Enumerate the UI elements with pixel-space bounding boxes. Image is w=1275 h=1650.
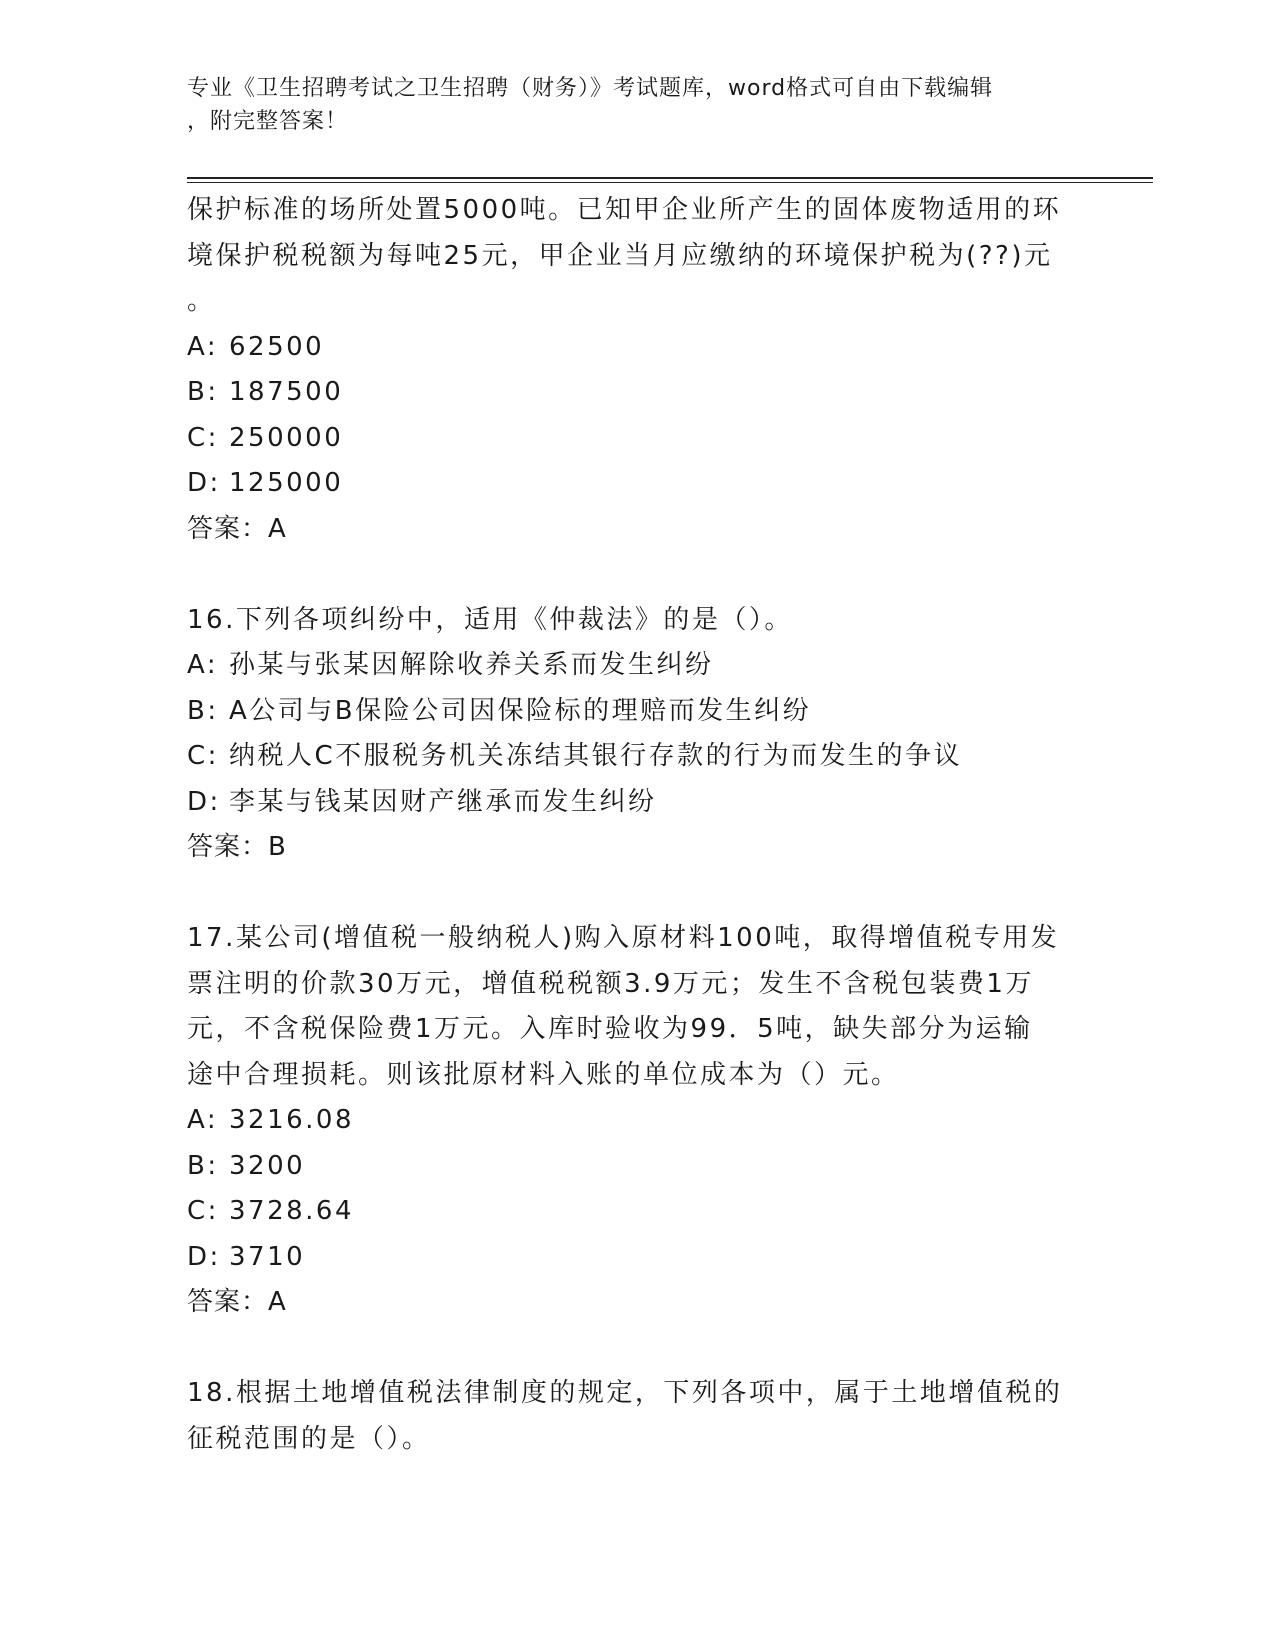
option-label: B: (187, 377, 219, 407)
spacer (187, 871, 1067, 917)
question-stem-line: 保护标准的场所处置5000吨。已知甲企业所产生的固体废物适用的环 (187, 195, 1062, 225)
option-label: C: (187, 1196, 219, 1226)
answer-line: 答案：A (187, 1287, 287, 1317)
option-label: A: (187, 331, 219, 362)
option-text: 3710 (229, 1241, 306, 1272)
option-label: A: (187, 650, 219, 680)
question-stem-line: 征税范围的是（）。 (187, 1423, 431, 1454)
question-stem-line: 境保护税税额为每吨25元，甲企业当月应缴纳的环境保护税为(??)元 (187, 240, 1053, 271)
option-a (187, 1098, 1067, 1144)
spacer (187, 1326, 1067, 1372)
option-b (187, 370, 1067, 416)
option-text: 125000 (229, 468, 344, 498)
header-line-1: 专业《卫生招聘考试之卫生招聘（财务）》考试题库，word格式可自由下载编辑 (187, 76, 994, 101)
question-stem-line: 。 (187, 286, 216, 316)
option-label: D: (187, 1241, 221, 1272)
answer-line: 答案：A (187, 513, 287, 544)
option-text: 李某与钱某因财产继承而发生纠纷 (229, 786, 657, 817)
option-text: 3216.08 (229, 1105, 355, 1135)
option-c (187, 1189, 1067, 1235)
option-text: 62500 (229, 331, 325, 362)
option-d (187, 780, 1067, 826)
option-label: C: (187, 422, 219, 453)
option-text: 187500 (229, 377, 344, 407)
question-18 (187, 1371, 1067, 1462)
header-divider-thick (187, 177, 1153, 179)
header-line-2: ，附完整答案！ (187, 109, 349, 134)
question-stem-line: 17.某公司(增值税一般纳税人)购入原材料100吨，取得增值税专用发 (187, 923, 1060, 953)
option-label: D: (187, 786, 221, 817)
question-stem-line: 途中合理损耗。则该批原材料入账的单位成本为（）元。 (187, 1059, 900, 1090)
option-text: 3728.64 (229, 1196, 355, 1226)
question-17 (187, 916, 1067, 1326)
option-b (187, 689, 1067, 735)
option-a (187, 325, 1067, 371)
question-stem-line: 18.根据土地增值税法律制度的规定，下列各项中，属于土地增值税的 (187, 1378, 1063, 1408)
option-d (187, 461, 1067, 507)
option-text: A公司与B保险公司因保险标的理赔而发生纠纷 (229, 695, 812, 726)
option-text: 孙某与张某因解除收养关系而发生纠纷 (229, 650, 714, 680)
option-text: 250000 (229, 422, 344, 453)
answer-line: 答案：B (187, 832, 287, 862)
option-c (187, 416, 1067, 462)
spacer (187, 552, 1067, 598)
option-b (187, 1144, 1067, 1190)
question-stem-line: 票注明的价款30万元，增值税税额3.9万元；发生不含税包装费1万 (187, 968, 1034, 999)
option-d (187, 1235, 1067, 1281)
question-stem-line: 元，不含税保险费1万元。入库时验收为99．5吨，缺失部分为运输 (187, 1014, 1033, 1044)
option-label: C: (187, 741, 219, 771)
option-label: B: (187, 1150, 219, 1181)
question-16 (187, 598, 1067, 871)
option-c (187, 734, 1067, 780)
question-stem-line: 16.下列各项纠纷中，适用《仲裁法》的是（）。 (187, 604, 793, 635)
option-text: 纳税人C不服税务机关冻结其银行存款的行为而发生的争议 (229, 741, 963, 771)
option-a (187, 643, 1067, 689)
option-text: 3200 (229, 1150, 306, 1181)
page-header (187, 72, 1067, 138)
option-label: B: (187, 695, 219, 726)
option-label: A: (187, 1105, 219, 1135)
option-label: D: (187, 468, 221, 498)
question-list (187, 188, 1067, 1462)
header-divider-thin (187, 182, 1153, 183)
question-15 (187, 188, 1067, 552)
